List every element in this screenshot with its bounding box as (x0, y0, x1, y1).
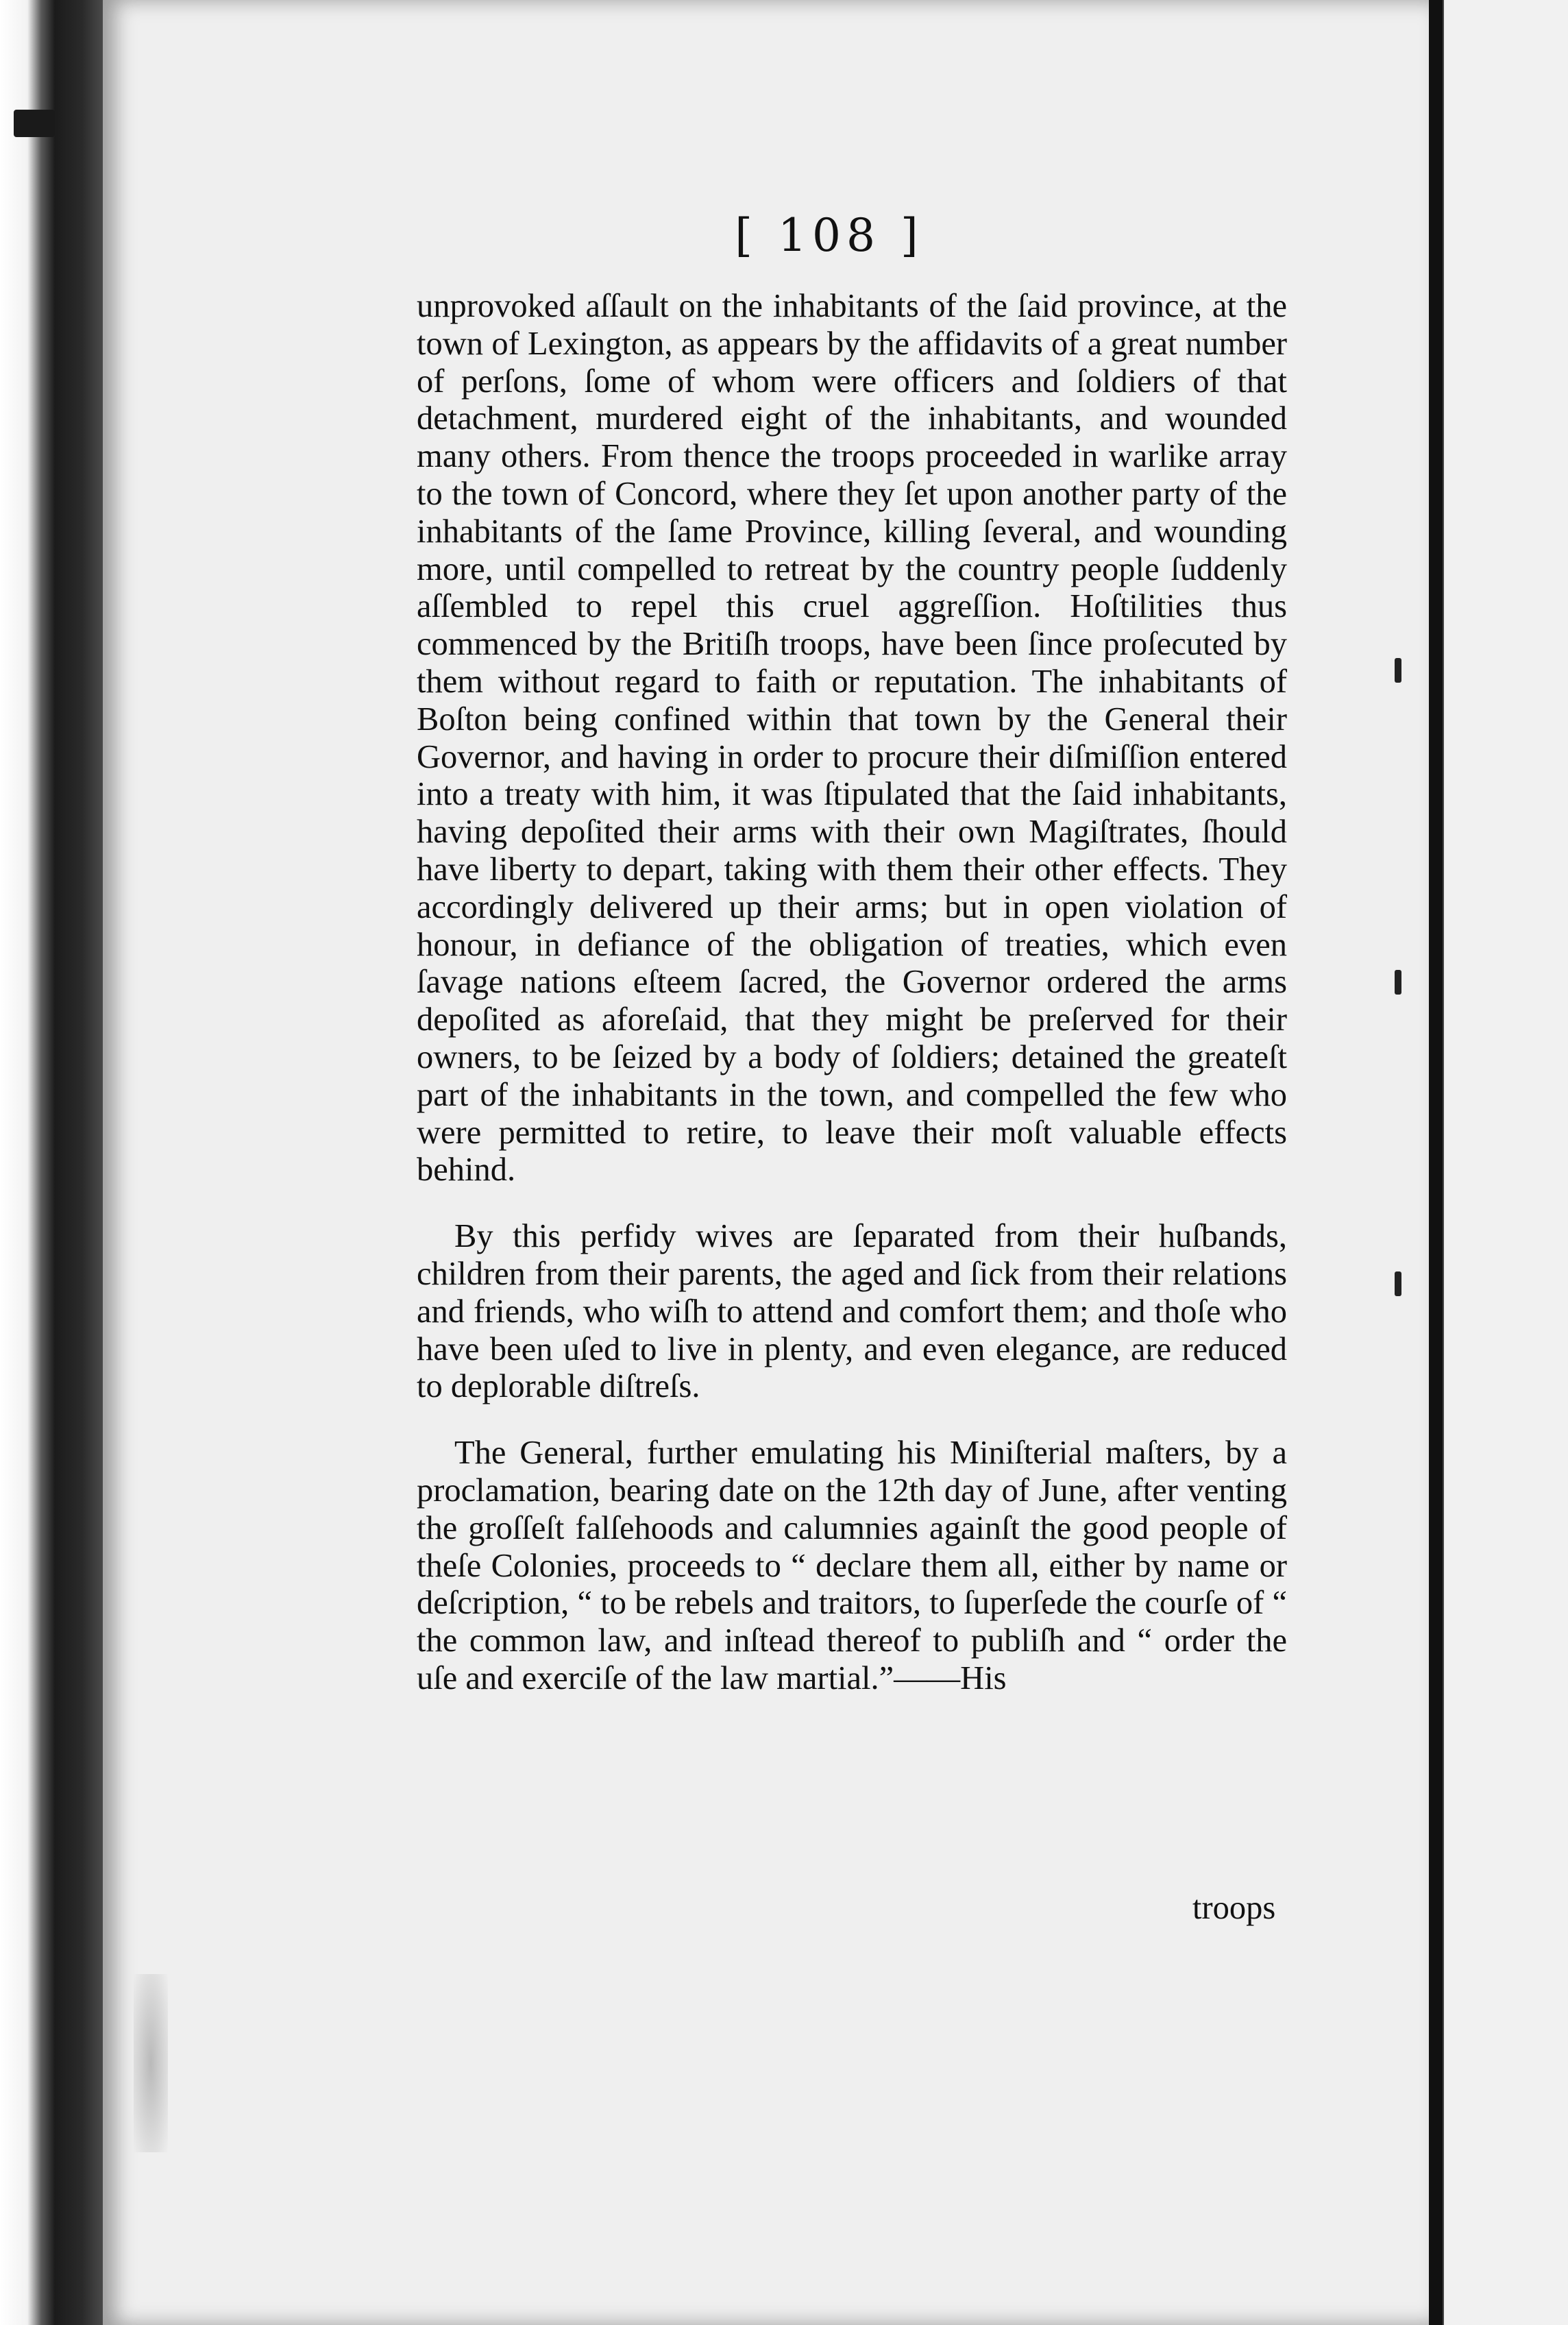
page-smudge (134, 1974, 168, 2152)
facing-page-mark (1395, 1271, 1401, 1296)
page-edge (1429, 0, 1443, 2325)
paragraph-2: By this perfidy wives are ſeparated from their huſbands, children from their parents, the aged and ſick from their relations and friends, who wiſh to attend and comfort them; and thoſe who have been uſed to live in plenty, and even elegance, are reduced to deplorable diſtreſs. (417, 1218, 1287, 1405)
facing-page-mark (1395, 970, 1401, 995)
gutter-ink-mark (14, 110, 55, 137)
facing-page-mark (1395, 658, 1401, 683)
body-text (417, 288, 1287, 1698)
catchword: troops (1192, 1890, 1276, 1926)
facing-page-sliver (1443, 0, 1568, 2325)
page-number: [ 108 ] (735, 209, 924, 262)
paragraph-3: The General, further emulating his Miniſterial maſters, by a proclamation, bearing date on the 12th day of June, after venting the groſſeſt falſehoods and calumnies againſt the good people of theſe Colonies, proceeds to “ declare them all, either by name or deſcription, “ to be rebels and traitors, to ſuperſede the courſe of “ the common law, and inſtead thereof to publiſh and “ order the uſe and exerciſe of the law martial.”——His (417, 1435, 1287, 1696)
paragraph-1: unprovoked aſſault on the inhabitants of the ſaid province, at the town of Lexington, as appears by the affidavits of a great number of perſons, ſome of whom were officers and ſoldiers of that detachment, murdered eight of the inhabitants, and wounded many others. From thence the troops proceeded in warlike array to the town of Concord, where they ſet upon another party of the inhabitants of the ſame Province, killing ſeveral, and wounding more, until compelled to retreat by the country people ſuddenly aſſembled to repel this cruel aggreſſion. Hoſtilities thus commenced by the Britiſh troops, have been ſince proſecuted by them without regard to faith or reputation. The inhabitants of Boſton being confined within that town by the General their Governor, and having in order to procure their diſmiſſion entered into a treaty with him, it was ſtipulated that the ſaid inhabitants, having depoſited their arms with their own Magiſtrates, ſhould have liberty to depart, taking with them their other effects. They accordingly delivered up their arms; but in open violation of honour, in defiance of the obligation of treaties, which even ſavage nations eſteem ſacred, the Governor ordered the arms depoſited as aforeſaid, that they might be preſerved for their owners, to be ſeized by a body of ſoldiers; detained the greateſt part of the inhabitants in the town, and compelled the few who were permitted to retire, to leave their moſt valuable effects behind. (417, 288, 1287, 1189)
book-binding (0, 0, 103, 2325)
